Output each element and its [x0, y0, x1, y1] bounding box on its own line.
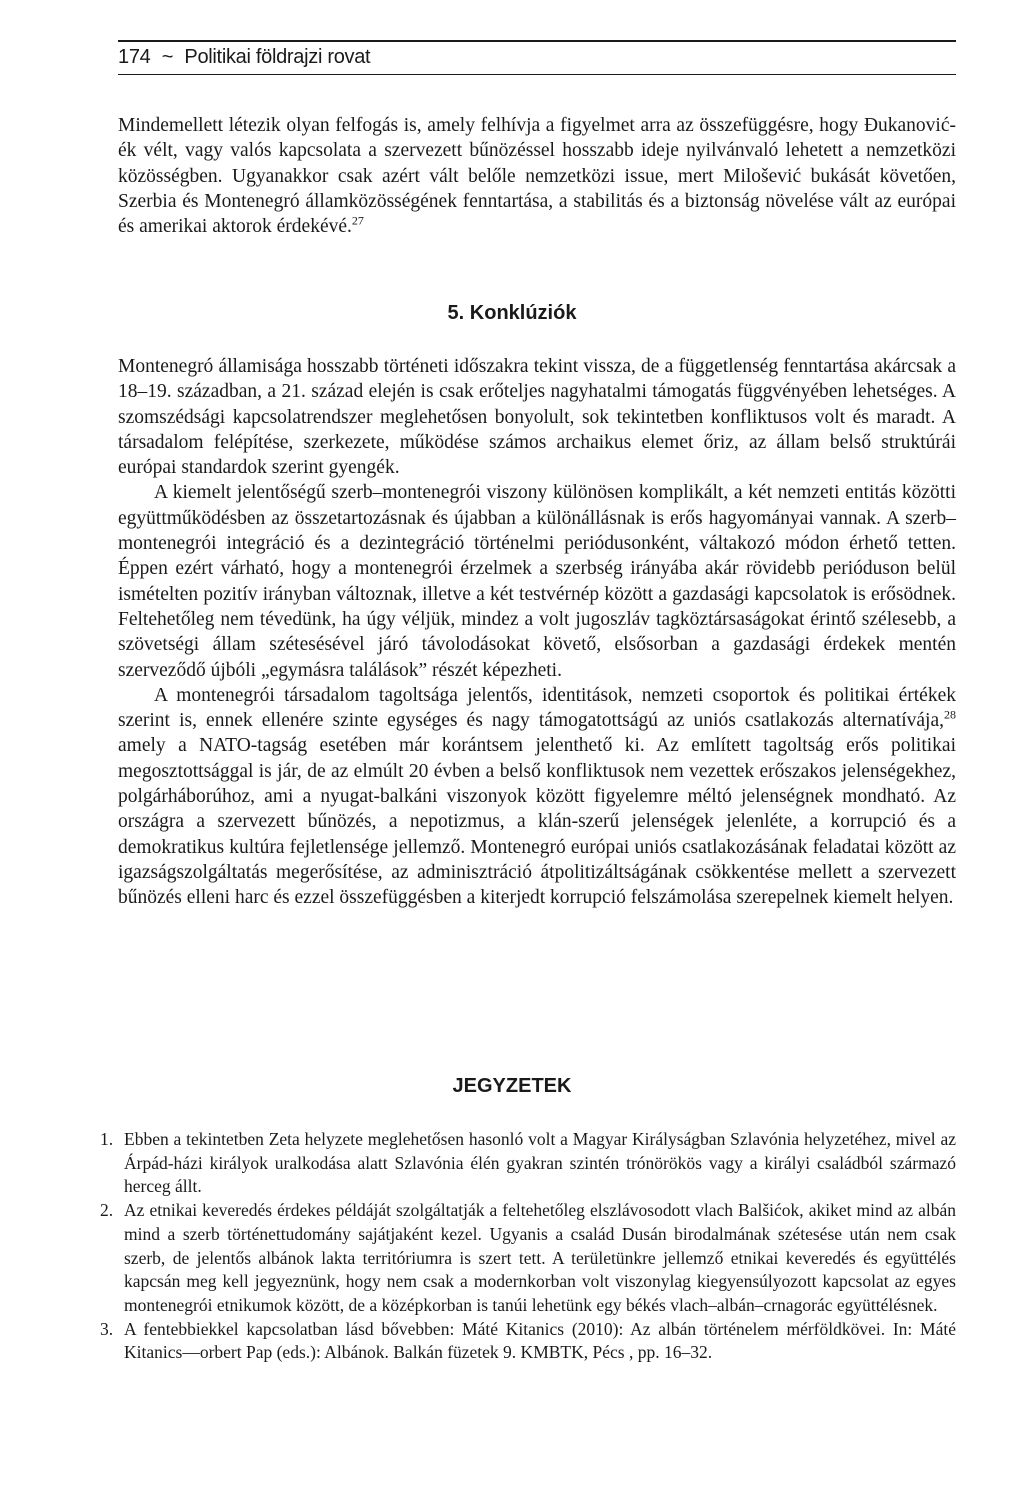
note-item — [100, 1318, 956, 1365]
note-number: 1. — [100, 1129, 114, 1149]
notes-title: JEGYZETEK — [452, 1075, 572, 1097]
conclusions-body — [118, 354, 956, 911]
page-number: 174 — [118, 46, 151, 68]
conclusions-paragraph-1: Montenegró államisága hosszabb történeti időszakra tekint vissza, de a függetlenség fenntartása akárcsak a 18–19. században, a 21. század elején is csak erőteljes nagyhatalmi támogatás függvényében lehetséges. A szomszédsági kapcsolatrendszer meglehetősen bonyolult, sok tekintetben konfliktusos volt és maradt. A társadalom felépítése, szerkezete, működése számos archaikus elemet őriz, az állam belső struktúrái európai standardok szerint gyengék. — [118, 356, 956, 479]
note-item — [100, 1128, 956, 1199]
notes-list — [100, 1128, 956, 1365]
note-text: A fentebbiekkel kapcsolatban lásd bővebben: Máté Kitanics (2010): Az albán történelem mérföldkövei. In: Máté Kitanics—orbert Pap (eds.): Albánok. Balkán füzetek 9. KMBTK, Pécs , pp. 16–32. — [124, 1318, 956, 1363]
footnote-ref-28: 28 — [944, 707, 956, 722]
intro-paragraph-block — [118, 113, 956, 239]
footnote-ref-27: 27 — [351, 213, 364, 228]
conclusions-paragraph-3: A montenegrói társadalom tagoltsága jelentős, identitások, nemzeti csoportok és politikai értékek szerint is, ennek ellenére szinte egységes és nagy támogatottságú az uniós csatlakozás alternatívája,$^{28}$ amely a NATO-tagság esetében már korántsem jelenthető ki. Az említett tagoltság erős politikai megosztottsággal is jár, de az elmúlt 20 évben a belső konfliktusok nem vezettek erőszakos jelenségekhez, polgárháborúhoz, ami a nyugat-balkáni viszonyok között figyelemre méltó jelenségnek mondható. Az országra a szervezett bűnözés, a nepotizmus, a klán-szerű jelenségek jelenléte, a korrupció és a demokratikus kultúra fejletlensége jellemző. Montenegró európai uniós csatlakozásának feladatai között az igazságszolgáltatás megerősítése, az adminisztráció átpolitizáltságának csökkentése mellett a szervezett bűnözés elleni harc és ezzel összefüggésben a kiterjedt korrupció felszámolása szerepelnek kiemelt helyen. — [118, 684, 956, 909]
note-text: Ebben a tekintetben Zeta helyzete meglehetősen hasonló volt a Magyar Királyságban Szlavónia helyzetéhez, mivel az Árpád-házi királyok uralkodása alatt Szlavónia élén gyakran szintén trónörökös vagy a királyi családból származó herceg állt. — [124, 1129, 956, 1197]
note-text: Az etnikai keveredés érdekes példáját szolgáltatják a feltehetőleg elszlávosodott vlach Balšićok, akiket mind az albán mind a szerb történettudomány sajátjaként kezel. Ugyanis a család Dusán birodalmának szétesése után nem csak szerb, de jelentős albánok lakta territóriumra is szert tett. A területünkre jellemző etnikai keveredés és együttélés kapcsán meg kell jegyeznünk, hogy nem csak a modernkorban volt viszonylag kiegyensúlyozott kapcsolat az egyes montenegrói etnikumok között, de a középkorban is tanúi lehetünk egy békés vlach–albán–crnagorác együttélésnek. — [124, 1200, 956, 1315]
running-title: Politikai földrajzi rovat — [184, 46, 371, 68]
note-item — [100, 1199, 956, 1318]
intro-paragraph: Mindemellett létezik olyan felfogás is, amely felhívja a figyelmet arra az összefüggésre, hogy Đukanović-ék vélt, vagy valós kapcsolata a szervezett bűnözéssel hosszabb ideje nyilvánvaló lehetett a nemzetközi közösségben. Ugyanakkor csak azért vált belőle nemzetközi issue, mert Milošević bukását követően, Szerbia és Montenegró államközösségének fenntartása, a stabilitás és a biztonság növelése vált az európai és amerikai aktorok érdekévé.$^{27}$ — [118, 115, 956, 238]
conclusions-paragraph-2: A kiemelt jelentőségű szerb–montenegrói viszony különösen komplikált, a két nemzeti entitás közötti együttműködésben az összetartozásnak és újabban a különállásnak is erős hagyományai vannak. A szerb–montenegrói integráció és a dezintegráció történelmi periódusonként, váltakozó módon érhető tetten. Éppen ezért várható, hogy a montenegrói érzelmek a szerbség irányába akár rövidebb perióduson belül ismételten pozitív irányban változnak, illetve a két testvérnép között a gazdasági kapcsolatok is erősödnek. Feltehetőleg nem tévedünk, ha úgy véljük, mindez a volt jugoszláv tagköztársaságokat érintő szélesebb, a szövetségi állam szétesésével járó távolodásokat követő, elsősorban a gazdasági érdekek mentén szerveződő újbóli „egymásra találások” részét képezheti. — [118, 482, 956, 681]
running-header — [118, 40, 956, 75]
section-title-conclusions: 5. Konklúziók — [447, 302, 577, 324]
header-separator: ~ — [161, 46, 174, 68]
note-number: 2. — [100, 1200, 114, 1221]
note-number: 3. — [100, 1318, 114, 1339]
